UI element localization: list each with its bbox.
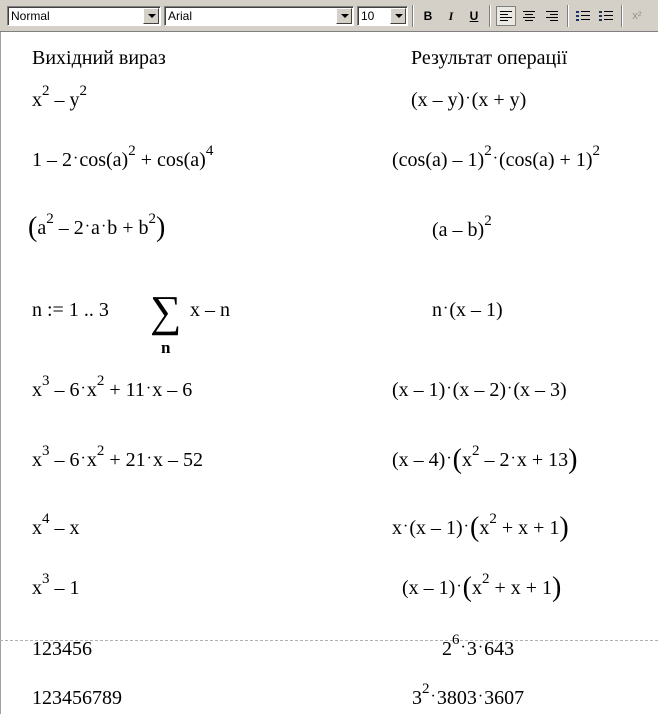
toolbar-separator: [621, 5, 623, 27]
align-right-button[interactable]: [542, 6, 562, 26]
style-dropdown-arrow-icon[interactable]: [143, 8, 159, 24]
superscript-button[interactable]: x²: [632, 10, 642, 22]
align-center-icon: [523, 11, 535, 22]
summation-expression[interactable]: x – n: [190, 299, 230, 321]
bullet-list-icon: [576, 10, 590, 22]
formatting-toolbar: [0, 0, 658, 32]
result-expression-7[interactable]: $x\cdot(x - 1)\cdot(x^2 + x + 1)$: [392, 511, 569, 543]
align-center-button[interactable]: [519, 6, 539, 26]
result-factorization-2[interactable]: $3^2\cdot 3803\cdot 3607$: [412, 681, 525, 709]
source-number-2[interactable]: 123456789: [32, 687, 122, 709]
result-expression-8[interactable]: $(x - 1)\cdot(x^2 + x + 1)$: [402, 571, 562, 603]
size-dropdown-arrow-icon[interactable]: [390, 8, 406, 24]
underline-button[interactable]: U: [469, 9, 479, 23]
source-expression-5[interactable]: $x^3 - 6\cdot x^2 + 11\cdot x - 6$: [32, 373, 193, 401]
font-size-select[interactable]: [357, 6, 408, 26]
source-expression-6[interactable]: $x^3 - 6\cdot x^2 + 21\cdot x - 52$: [32, 443, 203, 471]
numbered-list-button[interactable]: [596, 6, 616, 26]
font-size-value: 10: [361, 9, 375, 23]
toolbar-separator: [567, 5, 569, 27]
source-expression-2[interactable]: $1 - 2\cdot\cos(a)^2 + \cos(a)^4$: [32, 143, 214, 171]
font-select[interactable]: [164, 6, 354, 26]
toolbar-separator: [412, 5, 414, 27]
style-select[interactable]: [7, 6, 161, 26]
align-left-icon: [500, 11, 512, 22]
align-left-button[interactable]: [496, 6, 516, 26]
header-source-expression: Вихідний вираз: [32, 47, 166, 69]
result-expression-5[interactable]: (x – 1)·(x – 2)·(x – 3): [392, 379, 567, 401]
font-select-value: Arial: [168, 9, 193, 23]
align-right-icon: [546, 11, 558, 22]
result-expression-3[interactable]: (a – b)$^2$: [432, 213, 492, 241]
toolbar-separator: [489, 5, 491, 27]
result-expression-2[interactable]: $(\cos(a) - 1)^2\cdot(\cos(a) + 1)^2$: [392, 143, 600, 171]
bold-button[interactable]: B: [423, 9, 433, 23]
page-break-line: [0, 640, 658, 641]
source-expression-3[interactable]: $(a^2 - 2\cdot a\cdot b + b^2)$: [28, 211, 166, 243]
source-number-1[interactable]: 123456: [32, 638, 92, 660]
range-definition-n[interactable]: n := 1 .. 3: [32, 299, 109, 321]
font-dropdown-arrow-icon[interactable]: [336, 8, 352, 24]
result-expression-6[interactable]: $(x - 4)\cdot(x^2 - 2\cdot x + 13)$: [392, 443, 578, 475]
summation-index: n: [161, 338, 171, 357]
header-operation-result: Результат операції: [411, 47, 568, 69]
result-expression-1[interactable]: (x – y)·(x + y): [411, 89, 527, 111]
italic-button[interactable]: I: [448, 8, 454, 23]
result-factorization-1[interactable]: $2^6\cdot 3\cdot 643$: [442, 632, 515, 660]
result-expression-4[interactable]: n·(x – 1): [432, 299, 503, 321]
source-expression-7[interactable]: $x^4$ – x: [32, 511, 80, 539]
numbered-list-icon: [599, 10, 613, 22]
bullet-list-button[interactable]: [573, 6, 593, 26]
worksheet-left-border: [0, 32, 1, 714]
source-expression-1[interactable]: $x^2 - y^2$: [32, 83, 87, 111]
source-expression-8[interactable]: $x^3 - 1$: [32, 571, 80, 599]
style-select-value: Normal: [11, 9, 50, 23]
summation-icon: ∑: [150, 287, 182, 336]
